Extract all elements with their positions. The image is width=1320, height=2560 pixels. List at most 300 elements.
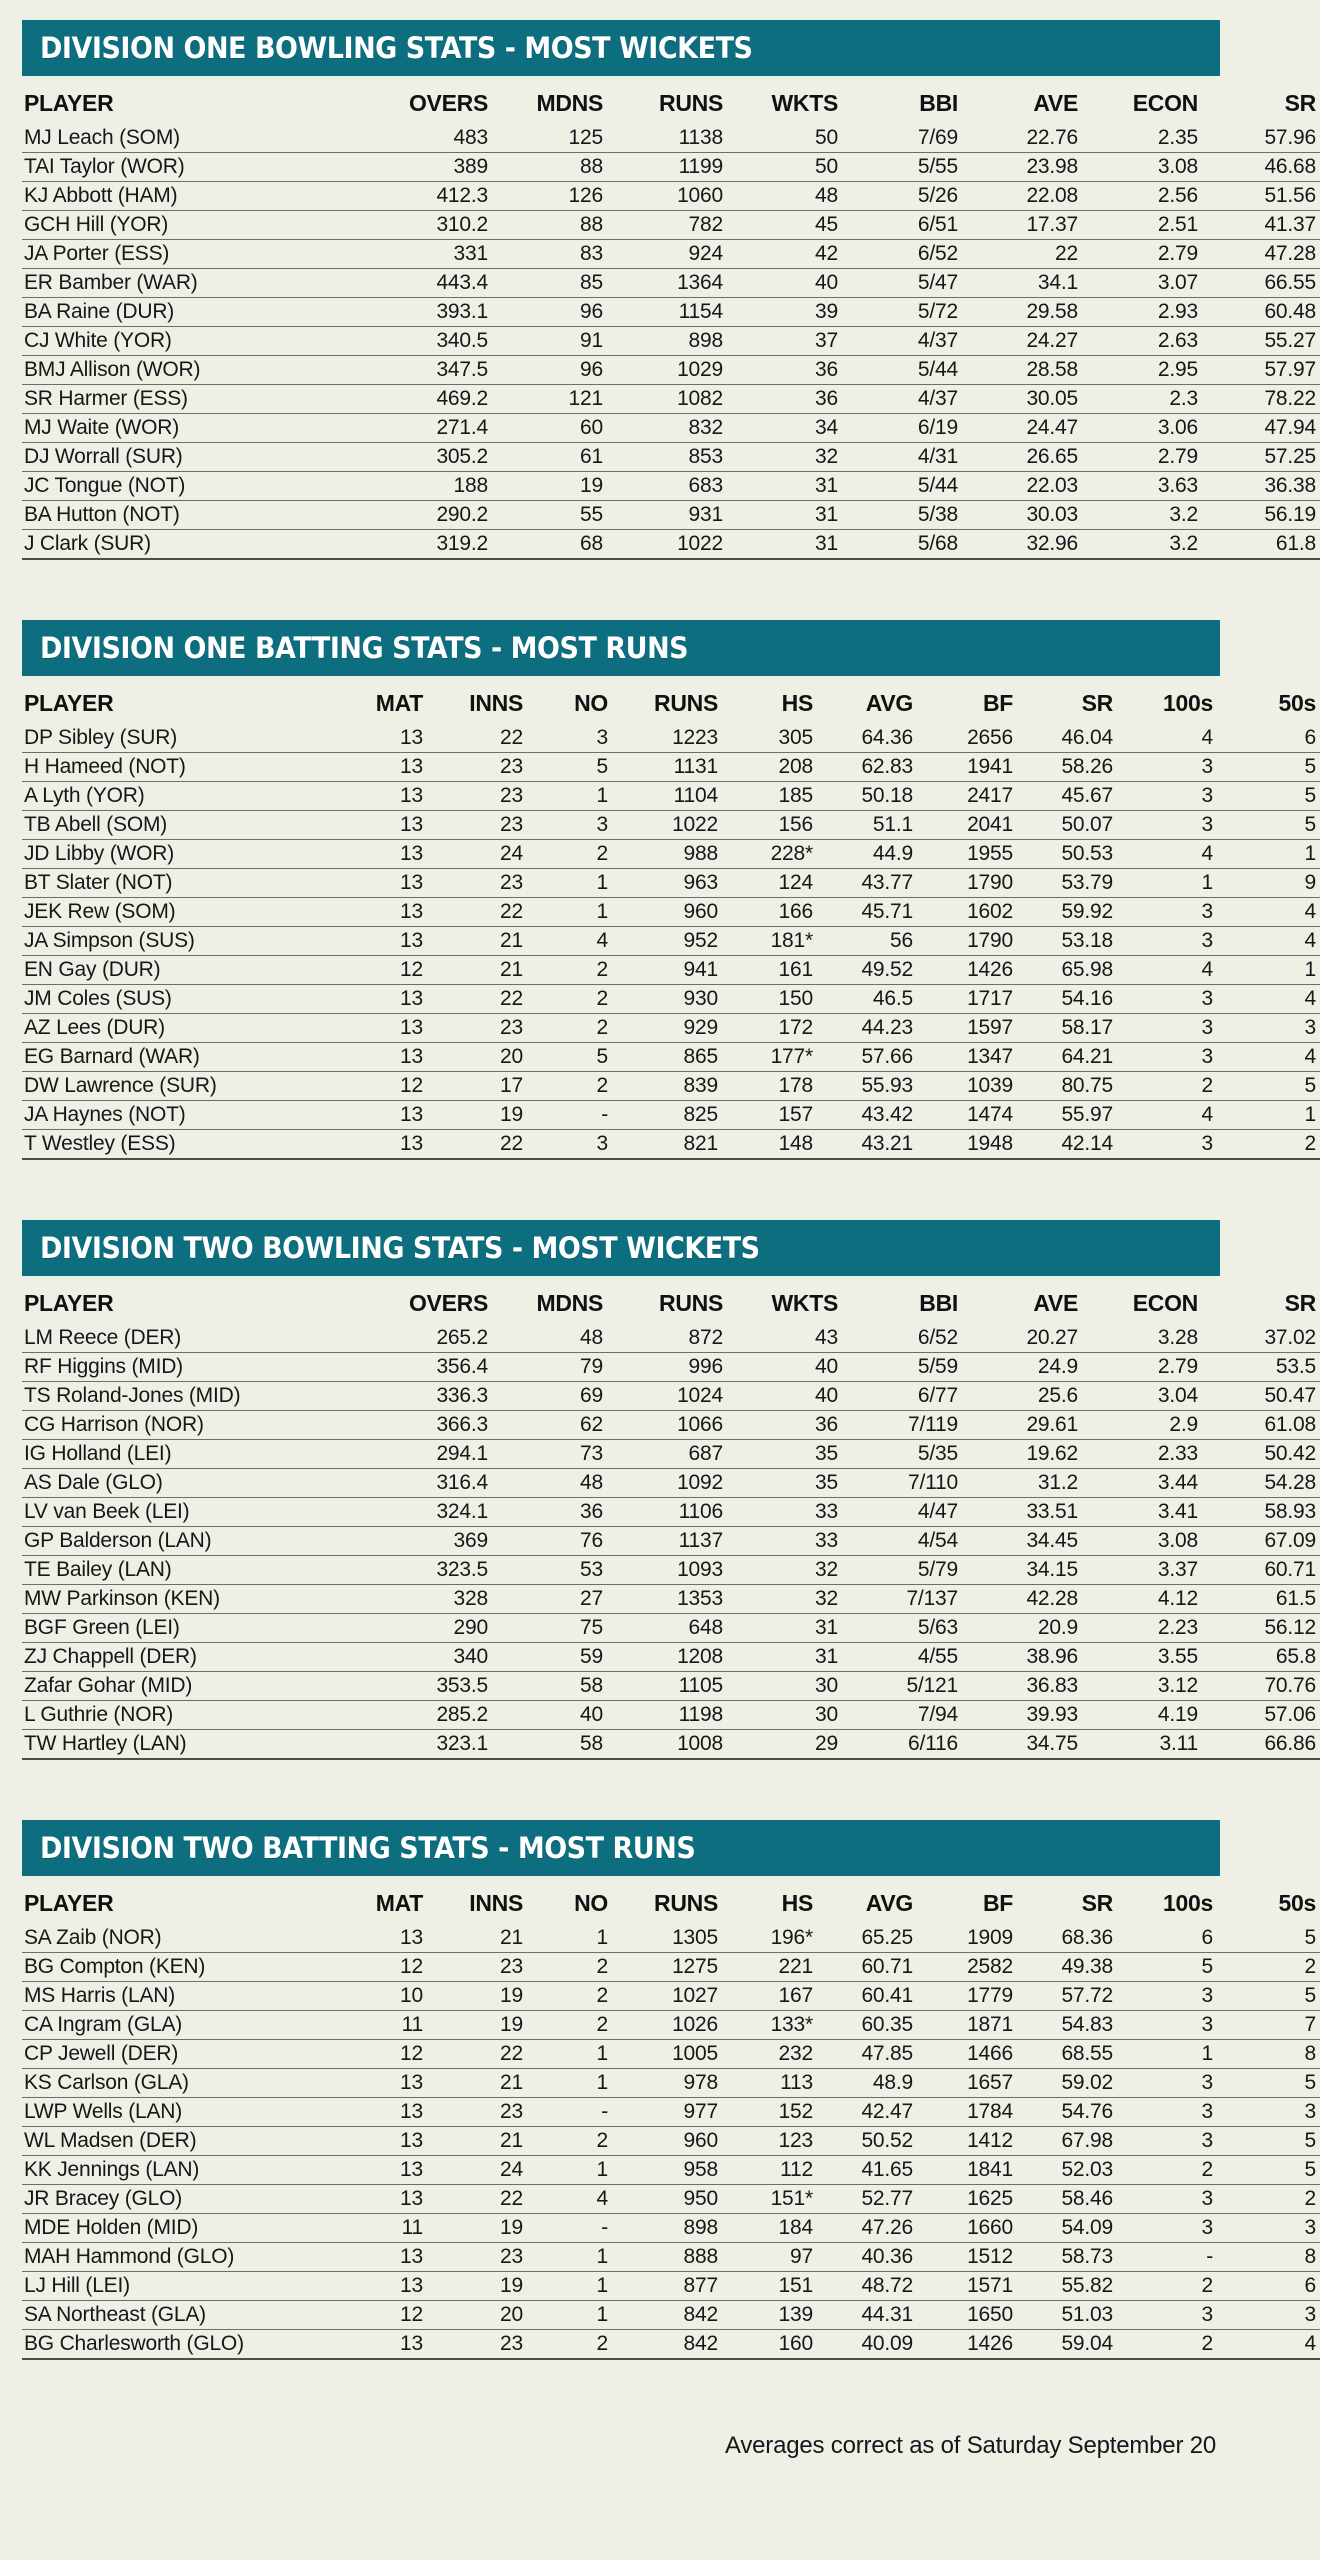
cell-stat: 898: [688, 329, 723, 352]
cell-player: ER Bamber (WAR): [24, 271, 198, 294]
cell-stat: 4.12: [1157, 1587, 1198, 1610]
cell-stat: 898: [683, 2216, 718, 2239]
column-header-mdns: MDNS: [536, 90, 603, 116]
cell-stat: 5: [1304, 2158, 1316, 2181]
cell-stat: 181*: [770, 929, 813, 952]
cell-stat: 12: [400, 2042, 423, 2065]
cell-stat: 23: [500, 784, 523, 807]
cell-stat: 2: [596, 2013, 608, 2036]
cell-stat: 888: [683, 2245, 718, 2268]
cell-stat: 57.25: [1264, 445, 1316, 468]
cell-player: JR Bracey (GLO): [24, 2187, 183, 2210]
cell-stat: 23: [500, 2332, 523, 2355]
column-header-sr: SR: [1081, 1890, 1113, 1916]
column-header-50s: 50s: [1278, 690, 1316, 716]
cell-stat: 78.22: [1264, 387, 1316, 410]
cell-player: LJ Hill (LEI): [24, 2274, 130, 2297]
section-header-div2-bowling: [22, 1220, 1220, 1276]
section-div2-batting: [22, 1820, 1316, 2360]
cell-stat: 1353: [677, 1587, 723, 1610]
cell-stat: 1: [596, 1926, 608, 1949]
cell-stat: 1717: [967, 987, 1013, 1010]
cell-stat: 13: [400, 2245, 423, 2268]
cell-player: KK Jennings (LAN): [24, 2158, 200, 2181]
cell-stat: 178: [778, 1074, 813, 1097]
column-header-player: PLAYER: [24, 690, 114, 716]
cell-player: JEK Rew (SOM): [24, 900, 176, 923]
cell-stat: 3.41: [1157, 1500, 1198, 1523]
cell-stat: 443.4: [436, 271, 488, 294]
cell-stat: 40: [815, 1384, 838, 1407]
column-header-sr: SR: [1284, 1290, 1316, 1316]
cell-stat: 46.04: [1061, 726, 1113, 749]
cell-stat: 960: [683, 2129, 718, 2152]
table-row: [22, 1072, 1320, 1101]
cell-stat: 1660: [967, 2216, 1013, 2239]
cell-stat: 3: [1201, 755, 1213, 778]
cell-stat: 48: [815, 184, 838, 207]
cell-stat: 13: [400, 2274, 423, 2297]
cell-stat: 4: [1304, 1045, 1316, 1068]
cell-stat: 324.1: [436, 1500, 488, 1523]
cell-stat: 22.03: [1026, 474, 1078, 497]
cell-player: BG Compton (KEN): [24, 1955, 206, 1978]
cell-stat: 877: [683, 2274, 718, 2297]
cell-stat: 821: [683, 1132, 718, 1155]
cell-stat: 32.96: [1026, 532, 1078, 555]
table-row: [22, 269, 1320, 298]
cell-stat: 56.19: [1264, 503, 1316, 526]
cell-stat: 60.71: [1264, 1558, 1316, 1581]
table-row: [22, 2301, 1320, 2330]
cell-stat: 32: [815, 1587, 838, 1610]
cell-stat: 55.82: [1061, 2274, 1113, 2297]
table-div2-batting: [22, 1890, 1320, 2360]
cell-stat: 22: [500, 1132, 523, 1155]
column-header-bbi: BBI: [919, 1290, 958, 1316]
cell-stat: 5/35: [917, 1442, 958, 1465]
cell-stat: 188: [453, 474, 488, 497]
column-header-wkts: WKTS: [771, 90, 838, 116]
cell-stat: 50.18: [861, 784, 913, 807]
cell-stat: 85: [580, 271, 603, 294]
column-header-mat: MAT: [375, 1890, 423, 1916]
cell-stat: 369: [453, 1529, 488, 1552]
cell-stat: 24: [500, 842, 523, 865]
cell-stat: 648: [688, 1616, 723, 1639]
cell-stat: 1: [596, 2245, 608, 2268]
cell-stat: 393.1: [436, 300, 488, 323]
column-header-mdns: MDNS: [536, 1290, 603, 1316]
cell-stat: 50.52: [861, 2129, 913, 2152]
cell-stat: 13: [400, 2100, 423, 2123]
cell-stat: 4/37: [917, 387, 958, 410]
cell-stat: 22: [500, 2187, 523, 2210]
cell-stat: 271.4: [436, 416, 488, 439]
cell-stat: 21: [500, 929, 523, 952]
cell-stat: 29.58: [1026, 300, 1078, 323]
cell-stat: 59: [580, 1645, 603, 1668]
cell-stat: 1: [596, 2303, 608, 2326]
cell-player: EG Barnard (WAR): [24, 1045, 200, 1068]
cell-stat: 30: [815, 1703, 838, 1726]
cell-stat: 185: [778, 784, 813, 807]
cell-player: CG Harrison (NOR): [24, 1413, 204, 1436]
cell-player: AZ Lees (DUR): [24, 1016, 165, 1039]
cell-stat: 1364: [677, 271, 723, 294]
cell-stat: 996: [688, 1355, 723, 1378]
cell-player: LM Reece (DER): [24, 1326, 182, 1349]
cell-stat: 1: [596, 900, 608, 923]
table-header-row: [22, 1290, 1320, 1324]
cell-player: BA Raine (DUR): [24, 300, 175, 323]
cell-stat: 13: [400, 1132, 423, 1155]
cell-stat: 4: [1304, 929, 1316, 952]
column-header-avg: AVG: [865, 1890, 913, 1916]
cell-stat: 23: [500, 871, 523, 894]
table-row: [22, 2243, 1320, 2272]
table-row: [22, 501, 1320, 530]
cell-stat: 39.93: [1026, 1703, 1078, 1726]
cell-player: SA Northeast (GLA): [24, 2303, 206, 2326]
cell-stat: 1625: [967, 2187, 1013, 2210]
cell-stat: 12: [400, 1074, 423, 1097]
cell-stat: 977: [683, 2100, 718, 2123]
cell-stat: 41.37: [1264, 213, 1316, 236]
cell-stat: 1008: [677, 1732, 723, 1755]
cell-stat: 2: [596, 958, 608, 981]
table-header-row: [22, 90, 1320, 124]
cell-player: KJ Abbott (HAM): [24, 184, 178, 207]
table-row: [22, 985, 1320, 1014]
column-header-ave: AVE: [1033, 1290, 1078, 1316]
table-body: [22, 1324, 1320, 1759]
cell-player: Zafar Gohar (MID): [24, 1674, 193, 1697]
table-header-row: [22, 690, 1320, 724]
table-body: [22, 1924, 1320, 2359]
column-header-overs: OVERS: [408, 1290, 488, 1316]
cell-stat: 3.2: [1169, 532, 1198, 555]
cell-stat: 161: [778, 958, 813, 981]
table-row: [22, 898, 1320, 927]
cell-stat: 24.27: [1026, 329, 1078, 352]
cell-stat: 36.38: [1264, 474, 1316, 497]
cell-stat: 1: [1304, 1103, 1316, 1126]
cell-stat: 1779: [967, 1984, 1013, 2007]
cell-stat: 7/110: [908, 1471, 958, 1494]
cell-stat: 2.3: [1169, 387, 1198, 410]
table-row: [22, 530, 1320, 560]
cell-stat: 2.63: [1157, 329, 1198, 352]
table-row: [22, 1382, 1320, 1411]
cell-stat: 5: [596, 1045, 608, 1068]
section-header-div1-bowling: [22, 20, 1220, 76]
cell-stat: 31: [815, 503, 838, 526]
cell-stat: 1512: [967, 2245, 1013, 2268]
cell-stat: 60.35: [861, 2013, 913, 2036]
cell-stat: 42.28: [1026, 1587, 1078, 1610]
column-header-bf: BF: [982, 690, 1013, 716]
cell-stat: 929: [683, 1016, 718, 1039]
cell-stat: 3: [1201, 929, 1213, 952]
table-row: [22, 1014, 1320, 1043]
cell-stat: 1: [596, 784, 608, 807]
cell-stat: 32: [815, 445, 838, 468]
cell-player: TB Abell (SOM): [24, 813, 168, 836]
table-body: [22, 124, 1320, 559]
cell-stat: 48.9: [872, 2071, 913, 2094]
column-header-hs: HS: [781, 690, 813, 716]
cell-stat: 4/47: [917, 1500, 958, 1523]
cell-player: MW Parkinson (KEN): [24, 1587, 220, 1610]
cell-stat: 2041: [967, 813, 1013, 836]
cell-stat: 1871: [967, 2013, 1013, 2036]
cell-stat: 13: [400, 2158, 423, 2181]
cell-stat: 79: [580, 1355, 603, 1378]
cell-stat: 13: [400, 1103, 423, 1126]
cell-stat: 1106: [678, 1500, 723, 1523]
cell-stat: 50.42: [1264, 1442, 1316, 1465]
cell-stat: 5: [1304, 1926, 1316, 1949]
cell-stat: 3.06: [1157, 416, 1198, 439]
table-row: [22, 811, 1320, 840]
cell-stat: 5/47: [917, 271, 958, 294]
cell-stat: 26.65: [1026, 445, 1078, 468]
cell-stat: 126: [568, 184, 603, 207]
cell-player: JA Porter (ESS): [24, 242, 170, 265]
cell-player: JC Tongue (NOT): [24, 474, 186, 497]
cell-stat: 3: [1201, 2071, 1213, 2094]
table-row: [22, 2214, 1320, 2243]
cell-player: BGF Green (LEI): [24, 1616, 180, 1639]
cell-stat: 13: [400, 813, 423, 836]
cell-stat: 1104: [673, 784, 718, 807]
cell-stat: 56.12: [1264, 1616, 1316, 1639]
cell-stat: 13: [400, 2187, 423, 2210]
cell-stat: 323.5: [436, 1558, 488, 1581]
cell-stat: 978: [683, 2071, 718, 2094]
cell-stat: 3.2: [1169, 503, 1198, 526]
table-row: [22, 2185, 1320, 2214]
cell-stat: 56: [890, 929, 913, 952]
cell-stat: 21: [500, 2071, 523, 2094]
cell-stat: 5: [1304, 2071, 1316, 2094]
cell-stat: 53: [580, 1558, 603, 1581]
cell-stat: 3: [1201, 2013, 1213, 2036]
cell-stat: 6/19: [917, 416, 958, 439]
cell-stat: 1: [596, 2042, 608, 2065]
cell-stat: 42.14: [1061, 1132, 1113, 1155]
cell-stat: 1093: [677, 1558, 723, 1581]
cell-stat: 2: [596, 1074, 608, 1097]
cell-stat: 88: [580, 155, 603, 178]
column-header-inns: INNS: [469, 1890, 523, 1916]
cell-stat: 53.79: [1061, 871, 1113, 894]
cell-stat: 5: [1304, 1074, 1316, 1097]
cell-stat: 1082: [677, 387, 723, 410]
cell-stat: 7/137: [906, 1587, 958, 1610]
cell-stat: 1022: [677, 532, 723, 555]
column-header-sr: SR: [1284, 90, 1316, 116]
cell-stat: 412.3: [436, 184, 488, 207]
cell-stat: 20.9: [1037, 1616, 1078, 1639]
column-header-bf: BF: [982, 1890, 1013, 1916]
cell-player: KS Carlson (GLA): [24, 2071, 189, 2094]
cell-stat: 5/26: [917, 184, 958, 207]
cell-stat: 2.95: [1157, 358, 1198, 381]
cell-stat: 29.61: [1026, 1413, 1078, 1436]
table-row: [22, 414, 1320, 443]
cell-player: CA Ingram (GLA): [24, 2013, 183, 2036]
cell-stat: 1131: [673, 755, 718, 778]
cell-stat: 37.02: [1264, 1326, 1316, 1349]
cell-stat: 3.07: [1157, 271, 1198, 294]
cell-stat: -: [1206, 2245, 1213, 2268]
cell-stat: 265.2: [436, 1326, 488, 1349]
cell-player: AS Dale (GLO): [24, 1471, 163, 1494]
cell-stat: 45.67: [1061, 784, 1113, 807]
cell-stat: 1597: [967, 1016, 1013, 1039]
cell-stat: 228*: [770, 842, 813, 865]
cell-stat: 958: [683, 2158, 718, 2181]
cell-stat: 23: [500, 2245, 523, 2268]
cell-stat: 6: [1201, 1926, 1213, 1949]
cell-player: JA Haynes (NOT): [24, 1103, 186, 1126]
cell-stat: 69: [580, 1384, 603, 1407]
cell-stat: 2: [596, 1016, 608, 1039]
cell-player: BT Slater (NOT): [24, 871, 173, 894]
cell-stat: 61.8: [1275, 532, 1316, 555]
cell-stat: 988: [683, 842, 718, 865]
column-header-bbi: BBI: [919, 90, 958, 116]
cell-stat: 40: [580, 1703, 603, 1726]
cell-stat: 924: [688, 242, 723, 265]
cell-stat: 3: [1201, 1016, 1213, 1039]
cell-stat: 1: [596, 2158, 608, 2181]
cell-stat: 44.9: [872, 842, 913, 865]
cell-stat: 22.08: [1026, 184, 1078, 207]
cell-player: JD Libby (WOR): [24, 842, 175, 865]
cell-stat: 4: [1201, 842, 1213, 865]
cell-stat: 150: [778, 987, 813, 1010]
cell-stat: 40: [815, 1355, 838, 1378]
cell-stat: 13: [400, 871, 423, 894]
cell-stat: 1941: [967, 755, 1013, 778]
cell-player: MS Harris (LAN): [24, 1984, 176, 2007]
cell-player: ZJ Chappell (DER): [24, 1645, 197, 1668]
table-row: [22, 472, 1320, 501]
cell-stat: 310.2: [436, 213, 488, 236]
cell-player: DJ Worrall (SUR): [24, 445, 183, 468]
cell-stat: 13: [400, 784, 423, 807]
cell-player: RF Higgins (MID): [24, 1355, 183, 1378]
cell-stat: 59.04: [1061, 2332, 1113, 2355]
cell-stat: 1909: [967, 1926, 1013, 1949]
cell-player: MJ Waite (WOR): [24, 416, 180, 439]
table-row: [22, 724, 1320, 753]
cell-stat: 1948: [967, 1132, 1013, 1155]
cell-stat: 5/59: [917, 1355, 958, 1378]
cell-stat: 13: [400, 2332, 423, 2355]
cell-stat: 5: [596, 755, 608, 778]
cell-stat: 45: [815, 213, 838, 236]
cell-stat: 825: [683, 1103, 718, 1126]
cell-player: MJ Leach (SOM): [24, 126, 180, 149]
cell-stat: 4/37: [917, 329, 958, 352]
cell-stat: 3: [1304, 2303, 1316, 2326]
cell-stat: 152: [778, 2100, 813, 2123]
cell-stat: 7/119: [908, 1413, 958, 1436]
cell-stat: 1: [596, 2071, 608, 2094]
cell-stat: 46.68: [1264, 155, 1316, 178]
table-row: [22, 1353, 1320, 1382]
cell-stat: 294.1: [436, 1442, 488, 1465]
table-row: [22, 1982, 1320, 2011]
cell-stat: 2582: [967, 1955, 1013, 1978]
cell-stat: 13: [400, 1016, 423, 1039]
cell-stat: 58.17: [1061, 1016, 1113, 1039]
cell-stat: 70.76: [1264, 1674, 1316, 1697]
cell-stat: 2: [596, 2332, 608, 2355]
column-header-runs: RUNS: [654, 690, 718, 716]
cell-stat: 356.4: [436, 1355, 488, 1378]
cell-stat: 4/31: [917, 445, 958, 468]
table-row: [22, 153, 1320, 182]
cell-stat: 5/44: [917, 474, 958, 497]
cell-stat: 2.79: [1157, 242, 1198, 265]
cell-stat: 34.75: [1026, 1732, 1078, 1755]
cell-stat: 3: [1201, 1132, 1213, 1155]
cell-stat: 54.76: [1061, 2100, 1113, 2123]
cell-player: IG Holland (LEI): [24, 1442, 172, 1465]
cell-stat: 50.47: [1264, 1384, 1316, 1407]
cell-stat: 43.42: [861, 1103, 913, 1126]
spacer: [22, 560, 1220, 620]
cell-stat: 930: [683, 987, 718, 1010]
cell-stat: 347.5: [436, 358, 488, 381]
cell-stat: 133*: [770, 2013, 813, 2036]
cell-player: WL Madsen (DER): [24, 2129, 197, 2152]
cell-stat: 13: [400, 755, 423, 778]
cell-stat: -: [601, 1103, 608, 1126]
cell-stat: 166: [778, 900, 813, 923]
cell-stat: 12: [400, 1955, 423, 1978]
cell-stat: 3: [1201, 2100, 1213, 2123]
cell-stat: 62: [580, 1413, 603, 1436]
spacer: [22, 1160, 1220, 1220]
column-header-player: PLAYER: [24, 1890, 114, 1916]
cell-stat: 1029: [677, 358, 723, 381]
cell-stat: 68.55: [1061, 2042, 1113, 2065]
cell-stat: 1: [596, 871, 608, 894]
cell-stat: 35: [815, 1471, 838, 1494]
cell-stat: 54.83: [1061, 2013, 1113, 2036]
cell-stat: 151: [778, 2274, 813, 2297]
cell-stat: 4: [1304, 2332, 1316, 2355]
cell-stat: 38.96: [1026, 1645, 1078, 1668]
cell-stat: 353.5: [436, 1674, 488, 1697]
cell-stat: 148: [778, 1132, 813, 1155]
cell-stat: 64.21: [1061, 1045, 1113, 1068]
cell-stat: 340.5: [436, 329, 488, 352]
cell-stat: 66.55: [1264, 271, 1316, 294]
cell-stat: 160: [778, 2332, 813, 2355]
cell-stat: 1412: [967, 2129, 1013, 2152]
cell-stat: 19: [500, 2274, 523, 2297]
cell-player: BG Charlesworth (GLO): [24, 2332, 244, 2355]
cell-player: SR Harmer (ESS): [24, 387, 188, 410]
column-header-100s: 100s: [1163, 1890, 1213, 1916]
